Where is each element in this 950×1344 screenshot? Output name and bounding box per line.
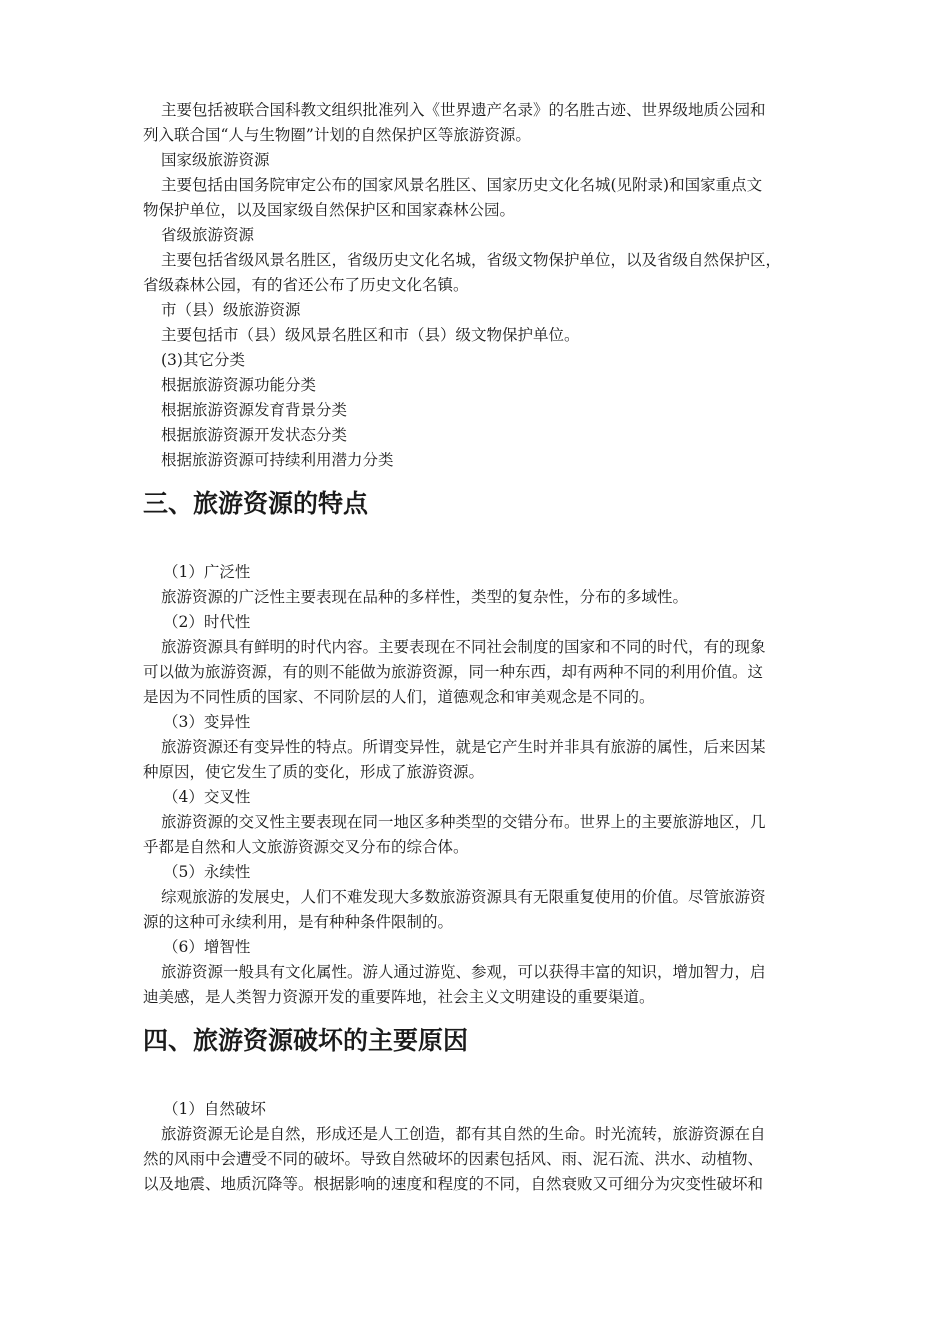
text-line: 根据旅游资源开发状态分类 xyxy=(161,426,348,444)
text-line: 主要包括被联合国科教文组织批准列入《世界遗产名录》的名胜古迹、世界级地质公园和 xyxy=(161,101,766,119)
text-line: 列入联合国“人与生物圈”计划的自然保护区等旅游资源。 xyxy=(143,126,531,144)
text-line: 乎都是自然和人文旅游资源交叉分布的综合体。 xyxy=(143,838,469,856)
text-line: 根据旅游资源功能分类 xyxy=(161,376,317,394)
text-line: 可以做为旅游资源，有的则不能做为旅游资源，同一种东西，却有两种不同的利用价值。这 xyxy=(143,663,764,681)
text-line: （3）变异性 xyxy=(163,713,251,731)
text-line: （1）广泛性 xyxy=(163,563,251,581)
text-line: (3)其它分类 xyxy=(161,351,245,369)
text-line: 主要包括省级风景名胜区，省级历史文化名城，省级文物保护单位，以及省级自然保护区， xyxy=(161,251,782,269)
text-line: 物保护单位，以及国家级自然保护区和国家森林公园。 xyxy=(143,201,516,219)
text-line: 旅游资源的广泛性主要表现在品种的多样性，类型的复杂性，分布的多域性。 xyxy=(161,588,689,606)
text-line: 国家级旅游资源 xyxy=(161,151,270,169)
text-line: 根据旅游资源发育背景分类 xyxy=(161,401,348,419)
text-line: （2）时代性 xyxy=(163,613,251,631)
text-line: （1）自然破坏 xyxy=(163,1100,266,1118)
text-line: 旅游资源还有变异性的特点。所谓变异性，就是它产生时并非具有旅游的属性，后来因某 xyxy=(161,738,766,756)
text-line: （5）永续性 xyxy=(163,863,251,881)
text-line: 根据旅游资源可持续利用潜力分类 xyxy=(161,451,394,469)
section-heading: 三、旅游资源的特点 xyxy=(143,489,369,518)
text-line: 种原因，使它发生了质的变化，形成了旅游资源。 xyxy=(143,763,485,781)
section-heading: 四、旅游资源破坏的主要原因 xyxy=(143,1026,469,1055)
text-line: 源的这种可永续利用，是有种种条件限制的。 xyxy=(143,913,454,931)
text-line: 旅游资源具有鲜明的时代内容。主要表现在不同社会制度的国家和不同的时代，有的现象 xyxy=(161,638,766,656)
text-line: 然的风雨中会遭受不同的破坏。导致自然破坏的因素包括风、雨、泥石流、洪水、动植物、 xyxy=(143,1150,764,1168)
text-line: 旅游资源的交叉性主要表现在同一地区多种类型的交错分布。世界上的主要旅游地区，几 xyxy=(161,813,766,831)
text-line: 主要包括市（县）级风景名胜区和市（县）级文物保护单位。 xyxy=(161,326,580,344)
text-line: 省级旅游资源 xyxy=(161,226,255,244)
text-line: 是因为不同性质的国家、不同阶层的人们，道德观念和审美观念是不同的。 xyxy=(143,688,655,706)
text-line: 省级森林公园，有的省还公布了历史文化名镇。 xyxy=(143,276,469,294)
text-line: 旅游资源无论是自然，形成还是人工创造，都有其自然的生命。时光流转，旅游资源在自 xyxy=(161,1125,766,1143)
text-line: （4）交叉性 xyxy=(163,788,251,806)
text-line: 以及地震、地质沉降等。根据影响的速度和程度的不同，自然衰败又可细分为灾变性破坏和 xyxy=(143,1175,764,1193)
text-line: 综观旅游的发展史，人们不难发现大多数旅游资源具有无限重复使用的价值。尽管旅游资 xyxy=(161,888,766,906)
text-line: 旅游资源一般具有文化属性。游人通过游览、参观，可以获得丰富的知识，增加智力，启 xyxy=(161,963,766,981)
text-line: 主要包括由国务院审定公布的国家风景名胜区、国家历史文化名城(见附录)和国家重点文 xyxy=(161,176,763,194)
text-line: 市（县）级旅游资源 xyxy=(161,301,301,319)
text-line: 迪美感，是人类智力资源开发的重要阵地，社会主义文明建设的重要渠道。 xyxy=(143,988,655,1006)
text-line: （6）增智性 xyxy=(163,938,251,956)
document-page xyxy=(143,98,823,1197)
